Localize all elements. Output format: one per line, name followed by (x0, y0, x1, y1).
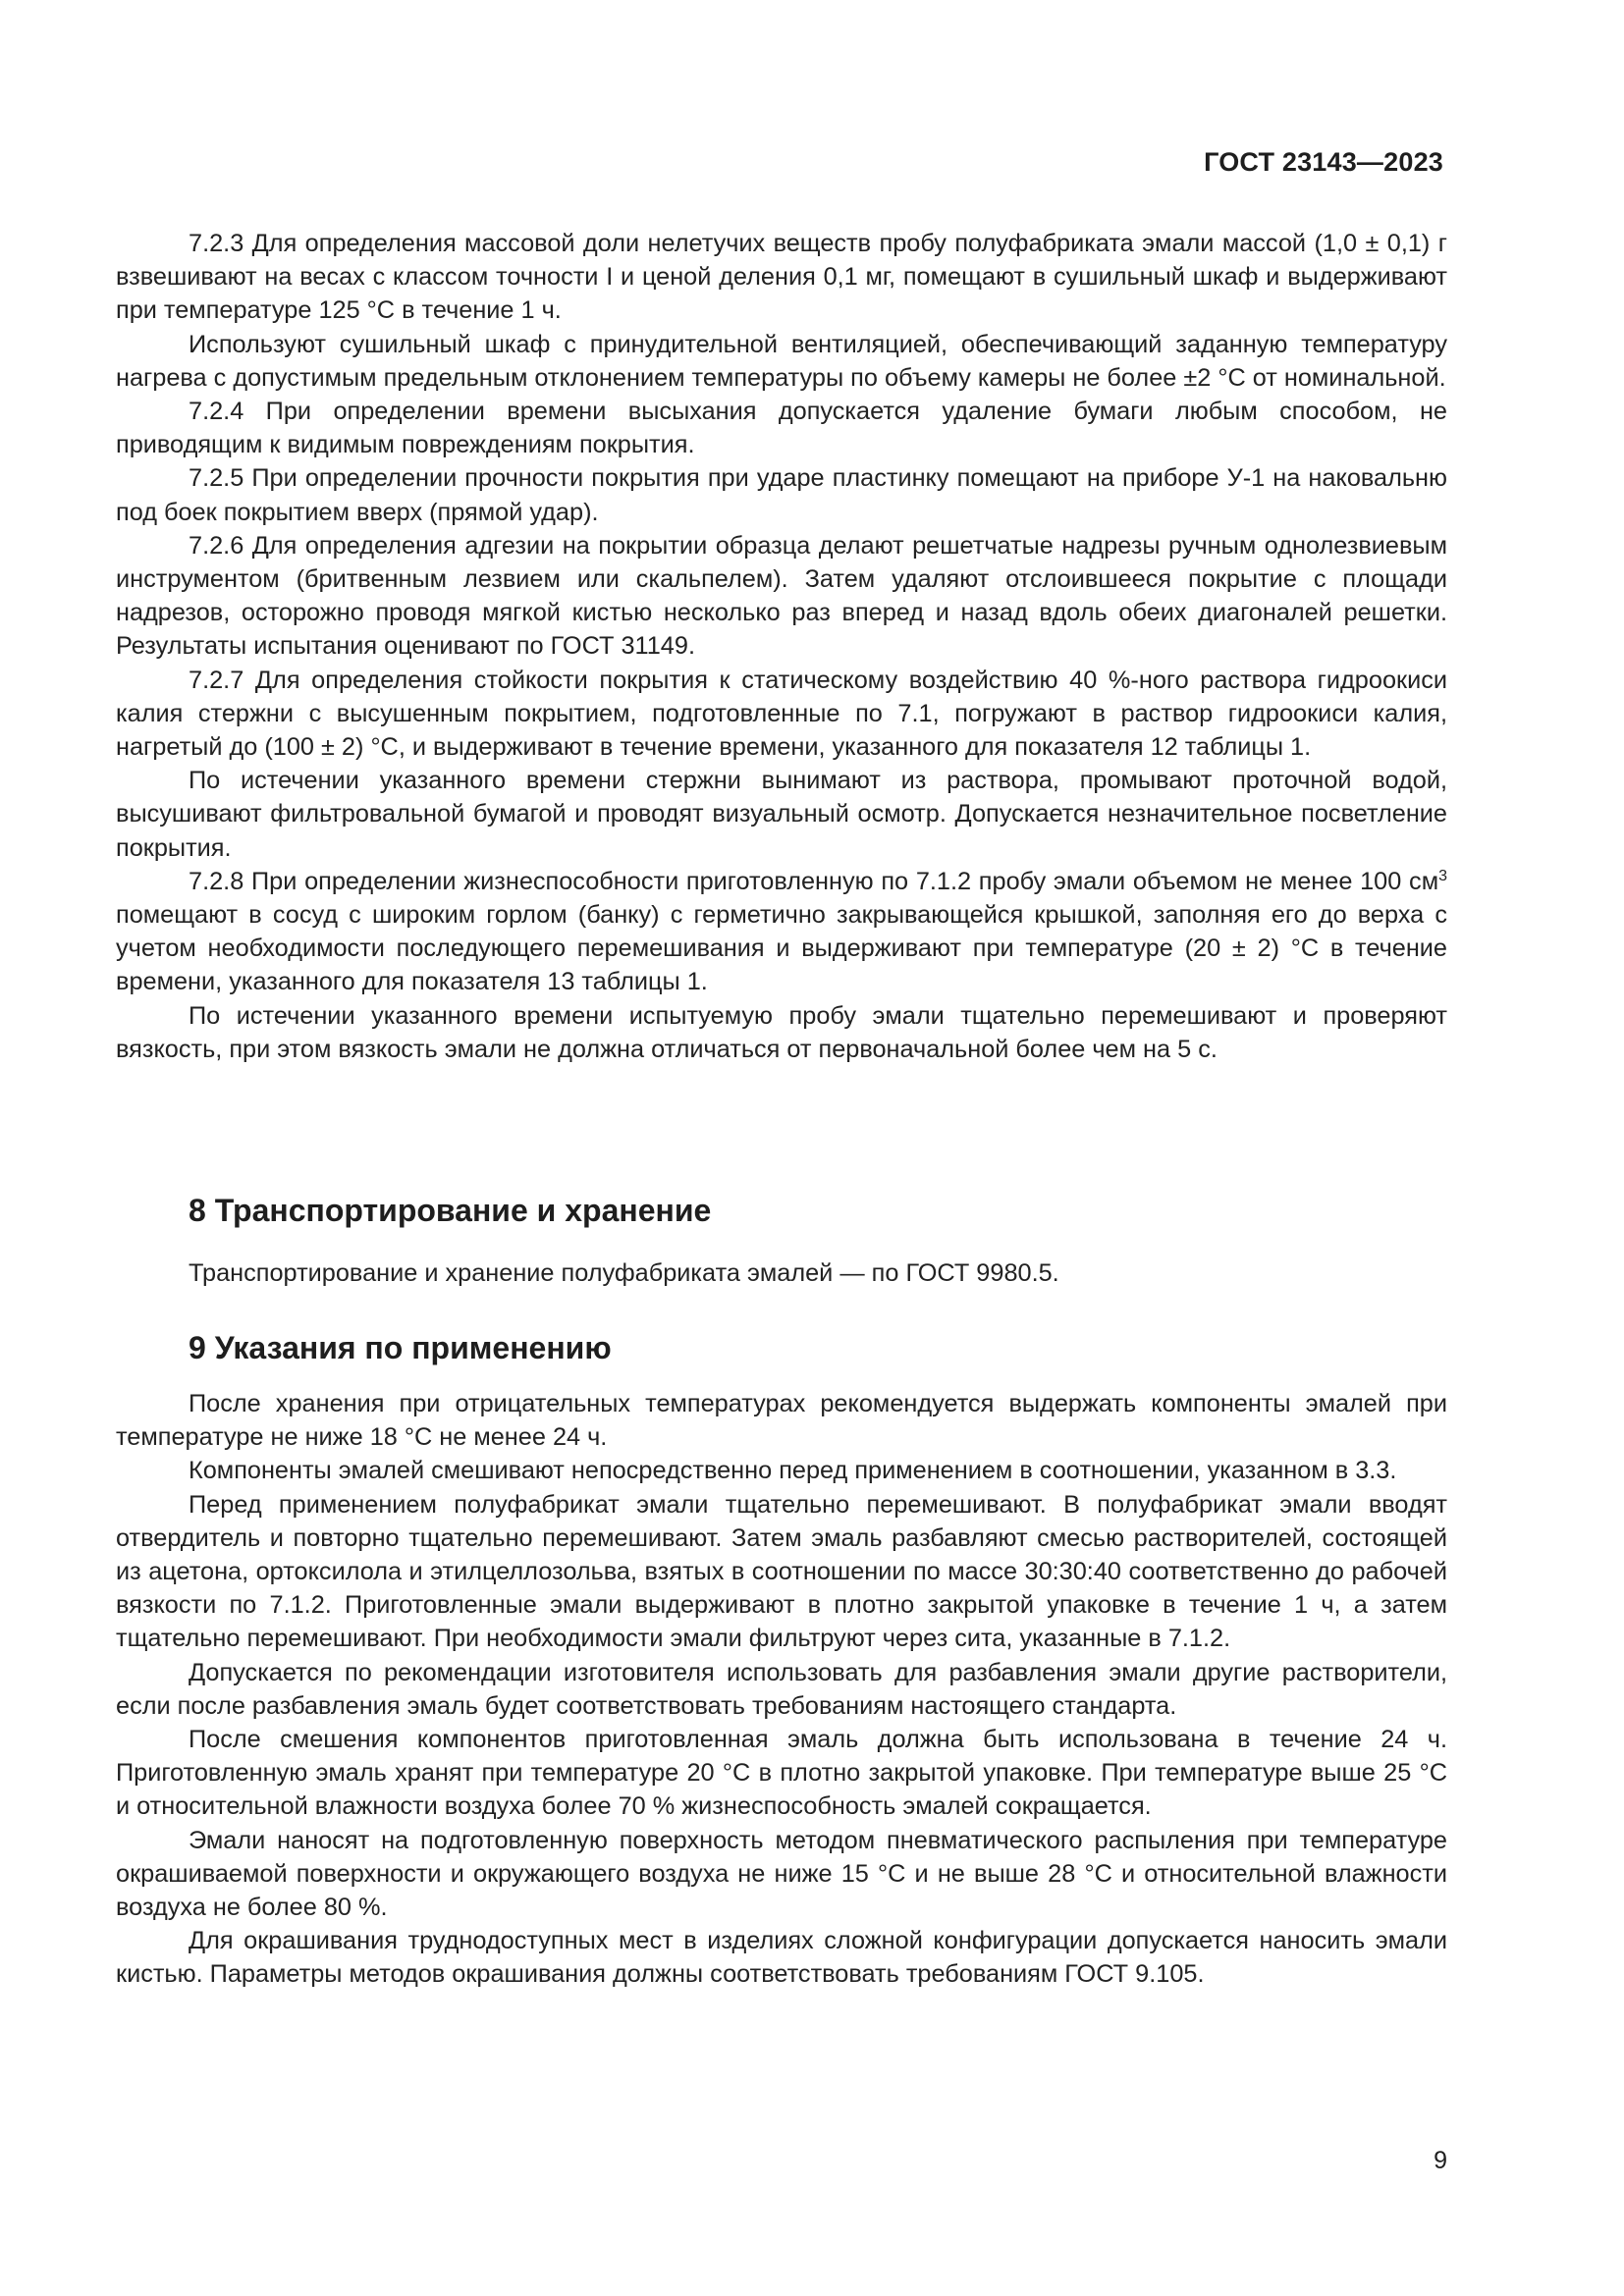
section-9-paragraph-7: Для окрашивания труднодоступных мест в изделиях сложной конфигурации допускается наносить эмали кистью. Параметры методов окрашивания должны соответствовать требованиям ГОСТ 9.105. (116, 1927, 1447, 1989)
section-9-heading: 9 Указания по применению (189, 1330, 612, 1365)
section-7-continuation (116, 227, 1447, 1066)
section-8-heading: 8 Транспортирование и хранение (189, 1193, 712, 1228)
paragraph-7-2-8-result: По истечении указанного времени испытуемую пробу эмали тщательно перемешивают и проверяют вязкость, при этом вязкость эмали не должна отличаться от первоначальной более чем на 5 с. (116, 1001, 1447, 1063)
section-9-paragraph-3: Перед применением полуфабрикат эмали тщательно перемешивают. В полуфабрикат эмали вводят отвердитель и повторно тщательно перемешивают. Затем эмаль разбавляют смесью растворителей, состоящей из ацетона, ортоксилола и этилцеллозольва, взятых в соотношении по массе 30:30:40 соответственно до рабочей вязкости по 7.1.2. Приготовленные эмали выдерживают в плотно закрытой упаковке в течение 1 ч, а затем тщательно перемешивают. При необходимости эмали фильтруют через сита, указанные в 7.1.2. (116, 1490, 1447, 1653)
section-9-paragraph-5: После смешения компонентов приготовленная эмаль должна быть использована в течение 24 ч. Приготовленную эмаль хранят при температуре 20 °С в плотно закрытой упаковке. При температуре выше 25 °С и относительной влажности воздуха более 70 % жизнеспособность эмалей сокращается. (116, 1726, 1447, 1821)
superscript-3: 3 (1438, 867, 1447, 884)
paragraph-7-2-8-end: помещают в сосуд с широким горлом (банку) с герметично закрывающейся крышкой, заполняя его до верха с учетом необходимости последующего перемешивания и выдерживают при температуре (20 ± 2) °С в течение времени, указанного для показателя 13 таблицы 1. (116, 901, 1447, 996)
section-9-paragraph-2: Компоненты эмалей смешивают непосредственно перед применением в соотношении, указанном в 3.3. (189, 1457, 1397, 1485)
paragraph-7-2-8-start: 7.2.8 При определении жизнеспособности приготовленную по 7.1.2 пробу эмали объемом не менее 100 см (189, 867, 1439, 895)
paragraph-7-2-6: 7.2.6 Для определения адгезии на покрытии образца делают решетчатые надрезы ручным однолезвиевым инструментом (бритвенным лезвием или скальпелем). Затем удаляют отслоившееся покрытие с площади надрезов, осторожно проводя мягкой кистью несколько раз вперед и назад вдоль обеих диагоналей решетки. Результаты испытания оценивают по ГОСТ 31149. (116, 531, 1447, 661)
paragraph-7-2-7: 7.2.7 Для определения стойкости покрытия к статическому воздействию 40 %-ного раствора гидроокиси калия стержни с высушенным покрытием, подготовленные по 7.1, погружают в раствор гидроокиси калия, нагретый до (100 ± 2) °С, и выдерживают в течение времени, указанного для показателя 12 таблицы 1. (116, 666, 1447, 762)
page-number: 9 (1434, 2147, 1447, 2174)
section-9-paragraph-1: После хранения при отрицательных температурах рекомендуется выдержать компоненты эмалей при температуре не ниже 18 °С не менее 24 ч. (116, 1390, 1447, 1452)
section-9-body (116, 1387, 1447, 1992)
paragraph-7-2-3: 7.2.3 Для определения массовой доли нелетучих веществ пробу полуфабриката эмали массой (1,0 ± 0,1) г взвешивают на весах с классом точности I и ценой деления 0,1 мг, помещают в сушильный шкаф и выдерживают при температуре 125 °С в течение 1 ч. (116, 230, 1447, 325)
paragraph-7-2-3-oven: Используют сушильный шкаф с принудительной вентиляцией, обеспечивающий заданную температуру нагрева с допустимым предельным отклонением температуры по объему камеры не более ±2 °С от номинальной. (116, 330, 1447, 392)
section-8-text: Транспортирование и хранение полуфабриката эмалей — по ГОСТ 9980.5. (189, 1259, 1059, 1287)
paragraph-7-2-5: 7.2.5 При определении прочности покрытия при ударе пластинку помещают на приборе У-1 на наковальню под боек покрытием вверх (прямой удар). (116, 464, 1447, 526)
paragraph-7-2-8 (116, 865, 1447, 999)
paragraph-7-2-4: 7.2.4 При определении времени высыхания допускается удаление бумаги любым способом, не приводящим к видимым повреждениям покрытия. (116, 398, 1447, 459)
paragraph-7-2-7-result: По истечении указанного времени стержни вынимают из раствора, промывают проточной водой, высушивают фильтровальной бумагой и проводят визуальный осмотр. Допускается незначительное посветление покрытия. (116, 767, 1447, 862)
standard-designation: ГОСТ 23143—2023 (1204, 147, 1443, 177)
section-9-paragraph-4: Допускается по рекомендации изготовителя использовать для разбавления эмали другие растворители, если после разбавления эмаль будет соответствовать требованиям настоящего стандарта. (116, 1658, 1447, 1720)
section-9-paragraph-6: Эмали наносят на подготовленную поверхность методом пневматического распыления при температуре окрашиваемой поверхности и окружающего воздуха не ниже 15 °С и не выше 28 °С и относительной влажности воздуха не более 80 %. (116, 1826, 1447, 1922)
